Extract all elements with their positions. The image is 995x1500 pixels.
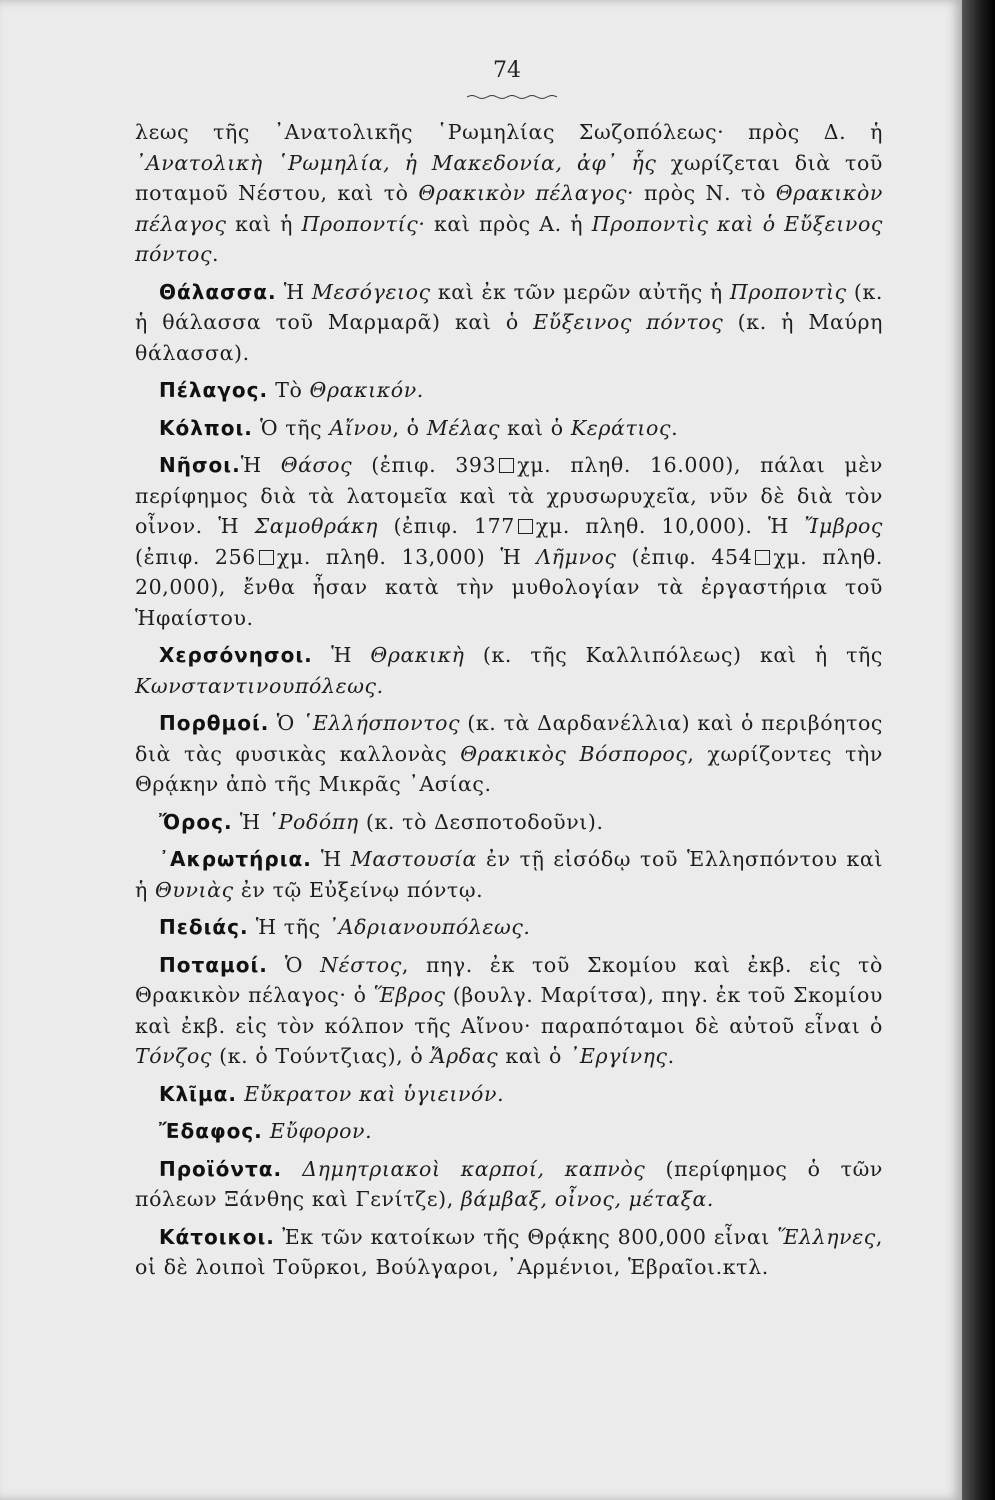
section-heading: Ἔδαφος. [159, 1119, 263, 1143]
paragraph-climate: Κλῖμα. Εὔκρατον καὶ ὑγιεινόν. [159, 1081, 505, 1106]
square-symbol [259, 550, 274, 565]
section-heading: ᾿Ακρωτήρια. [159, 847, 312, 871]
paragraph-straits: Πορθμοί. Ὁ ῾Ελλήσποντος (κ. τὰ Δαρδανέλλια) καὶ ὁ περιβόητος διὰ τὰς φυσικὰς καλλονὰς Θρακικὸς Βόσπορος, χωρίζοντες τὴν Θρᾴκην ἀπὸ τῆς Μικρᾶς ᾿Ασίας. [135, 711, 883, 796]
section-heading: Ὄρος. [159, 809, 233, 834]
section-heading: Θάλασσα. [159, 279, 277, 304]
section-heading: Πεδιάς. [159, 915, 249, 939]
paragraph-islands: Νῆσοι.Ἡ Θάσος (ἐπιφ. 393 χμ. πληθ. 16.000), πάλαι μὲν περίφημος διὰ τὰ λατομεῖα καὶ τὰ χρυσωρυχεῖα, νῦν δὲ διὰ τὸν οἶνον. Ἡ Σαμοθράκη (ἐπιφ. 177 χμ. πληθ. 10,000). Ἡ Ἴμβρος (ἐπιφ. 256 χμ. πληθ. 13,000) Ἡ Λῆμνος (ἐπιφ. 454 χμ. πληθ. 20,000), ἔνθα ἦσαν κατὰ τὴν μυθολογίαν τὰ ἐργαστήρια τοῦ Ἡφαίστου. [135, 453, 883, 630]
paragraph-plain: Πεδιάς. Ἡ τῆς ᾿Αδριανουπόλεως. [159, 915, 531, 939]
section-heading: Πέλαγος. [159, 378, 269, 402]
paragraph-peninsulas: Χερσόνησοι. Ἡ Θρακικὴ (κ. τῆς Καλλιπόλεως) καὶ ἡ τῆς Κωνσταντινουπόλεως. [135, 643, 883, 698]
section-heading: Κάτοικοι. [159, 1224, 275, 1249]
section-heading: Χερσόνησοι. [159, 643, 313, 667]
page-number-ornament [467, 94, 557, 100]
section-heading: Νῆσοι. [159, 453, 241, 477]
section-heading: Ποταμοί. [159, 952, 268, 977]
page-body [135, 117, 883, 1290]
paragraph-gulfs: Κόλποι. Ὁ τῆς Αἴνου, ὁ Μέλας καὶ ὁ Κεράτιος. [159, 415, 679, 440]
paragraph-products: Προϊόντα. Δημητριακοὶ καρποί, καπνὸς (περίφημος ὁ τῶν πόλεων Ξάνθης καὶ Γενίτζε), βάμβαξ, οἶνος, μέταξα. [135, 1156, 883, 1211]
section-heading: Κλῖμα. [159, 1081, 238, 1106]
paragraph-capes: ᾿Ακρωτήρια. Ἡ Μαστουσία ἐν τῇ εἰσόδῳ τοῦ Ἑλλησπόντου καὶ ἡ Θυνιὰς ἐν τῷ Εὐξείνῳ πόντῳ. [135, 847, 883, 902]
paragraph-inhabitants: Κάτοικοι. Ἐκ τῶν κατοίκων τῆς Θρᾴκης 800,000 εἶναι Ἕλληνες, οἱ δὲ λοιποὶ Τοῦρκοι, Βούλγαροι, ᾿Αρμένιοι, Ἑβραῖοι.κτλ. [135, 1224, 883, 1279]
page-number: 74 [493, 58, 521, 83]
square-symbol [755, 550, 770, 565]
paragraph-sea: Θάλασσα. Ἡ Μεσόγειος καὶ ἐκ τῶν μερῶν αὐτῆς ἡ Προποντὶς (κ. ἡ θάλασσα τοῦ Μαρμαρᾶ) καὶ ὁ Εὔξεινος πόντος (κ. ἡ Μαύρη θάλασσα). [135, 279, 884, 365]
paragraph-rivers: Ποταμοί. Ὁ Νέστος, πηγ. ἐκ τοῦ Σκομίου καὶ ἐκβ. εἰς τὸ Θρακικὸν πέλαγος· ὁ Ἕβρος (βουλγ. Μαρίτσα), πηγ. ἐκ τοῦ Σκομίου καὶ ἐκβ. εἰς τὸν κόλπον τῆς Αἴνου· παραπόταμοι δὲ αὐτοῦ εἶναι ὁ Τόνζος (κ. ὁ Τούντζιας), ὁ Ἄρδας καὶ ὁ ᾿Εργίνης. [135, 952, 883, 1068]
paragraph-open-sea: Πέλαγος. Τὸ Θρακικόν. [159, 378, 424, 402]
square-symbol [499, 458, 514, 473]
paragraph-borders: λεως τῆς ᾿Ανατολικῆς ῾Ρωμηλίας Σωζοπόλεως· πρὸς Δ. ἡ ᾿Ανατολικὴ ῾Ρωμηλία, ἡ Μακεδονία, ἀφ᾿ ἧς χωρίζεται διὰ τοῦ ποταμοῦ Νέστου, καὶ τὸ Θρακικὸν πέλαγος· πρὸς Ν. τὸ Θρακικὸν πέλαγος καὶ ἡ Προποντίς· καὶ πρὸς Α. ἡ Προποντὶς καὶ ὁ Εὔξεινος πόντος. [135, 120, 883, 266]
paragraph-mountain: Ὄρος. Ἡ ῾Ροδόπη (κ. τὸ Δεσποτοδοῦνι). [159, 809, 604, 834]
book-edge-shadow [962, 0, 995, 1500]
section-heading: Πορθμοί. [159, 711, 270, 735]
paragraph-soil: Ἔδαφος. Εὔφορον. [159, 1119, 373, 1143]
section-heading: Προϊόντα. [159, 1156, 283, 1181]
section-heading: Κόλποι. [159, 415, 253, 440]
square-symbol [518, 519, 533, 534]
